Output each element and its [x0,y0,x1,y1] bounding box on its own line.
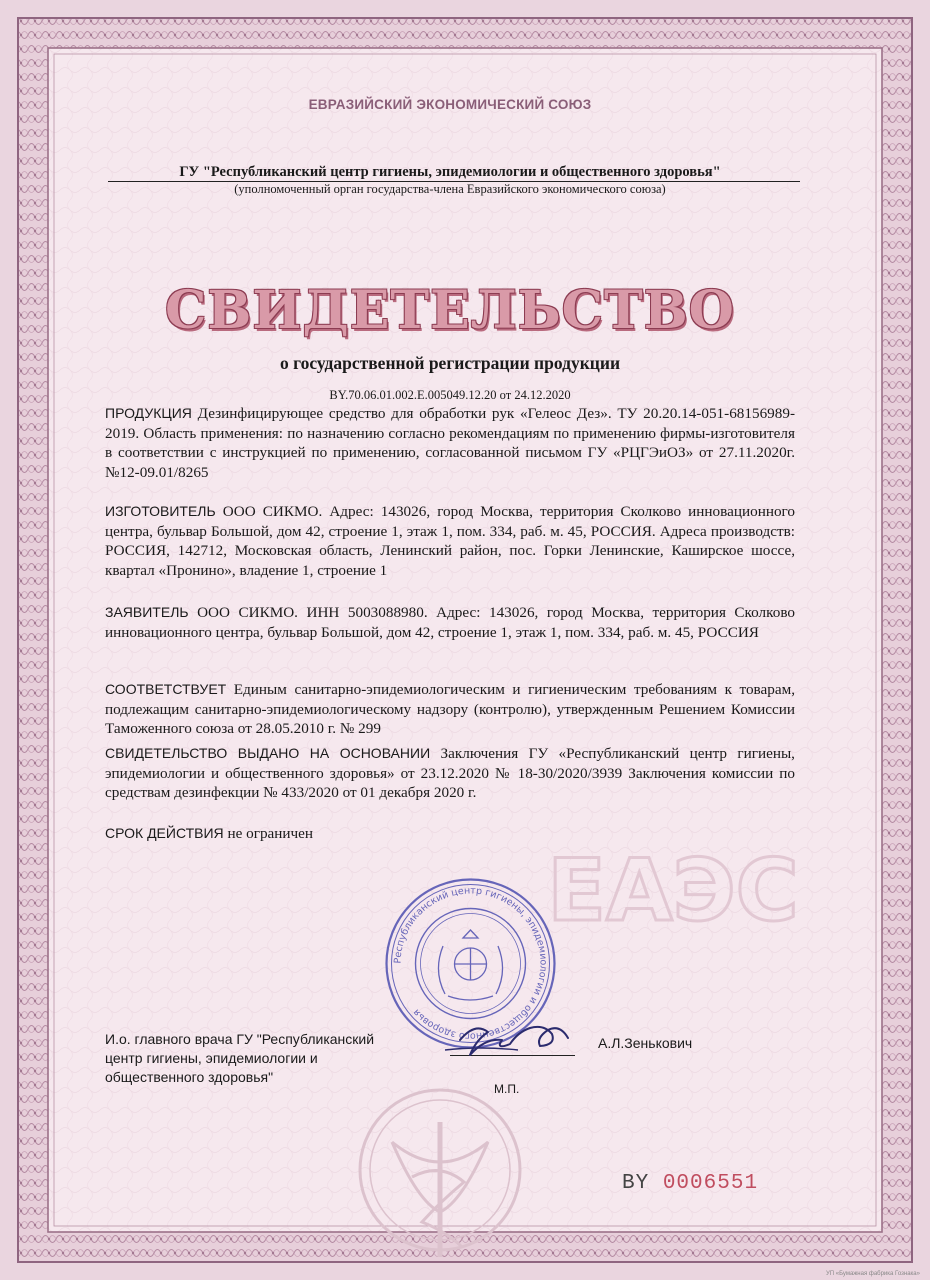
signatory-name: А.Л.Зенькович [598,1035,693,1051]
document-subtitle: о государственной регистрации продукции [279,353,621,373]
organization-name: ГУ "Республиканский центр гигиены, эпидемиологии и общественного здоровья" [179,164,721,180]
serial-number [622,1172,758,1195]
caduceus-emblem [352,1082,527,1267]
validity-section [105,824,795,844]
applicant-label: ЗАЯВИТЕЛЬ [105,604,189,620]
basis-text: Заключения ГУ «Республиканский центр гигиены, эпидемиологии и общественного здоровья» от 23.12.2020 № 18-30/2020/3939 Заключения комиссии по средствам дезинфекции № 433/2020 от 01 декабря 2020 г. [105,745,795,801]
product-text: Дезинфицирующее средство для обработки рук «Гелеос Дез». ТУ 20.20.14-051-68156989-2019. Область применения: по назначению согласно рекомендациям по применению фирмы-изготовителя в соответствии с инструкцией по применению, согласованной письмом ГУ «РЦГЭиОЗ» от 27.11.2020г. №12-09.01/8265 [105,405,796,481]
organization-note: (уполномоченный орган государства-члена Евразийского экономического союза) [234,182,666,196]
conforms-text: Единым санитарно-эпидемиологическим и гигиеническим требованиям к товарам, подлежащим санитарно-эпидемиологическому надзору (контролю), утвержденным Решением Комиссии Таможенного союза от 28.05.2010 г. № 299 [105,681,796,737]
handwritten-signature [440,1010,575,1065]
document-title: СВИДЕТЕЛЬСТВО [165,280,735,341]
position-line-2: центр гигиены, эпидемиологии и [105,1050,318,1066]
position-line-1: И.о. главного врача ГУ "Республиканский [105,1031,375,1047]
applicant-section [105,603,795,642]
eac-watermark [547,840,799,950]
registration-number: BY.70.06.01.002.E.005049.12.20 от 24.12.2020 [329,388,571,402]
manufacturer-section [105,502,795,580]
manufacturer-text: ООО СИКМО. Адрес: 143026, город Москва, территория Сколково инновационного центра, бульвар Большой, дом 42, строение 1, этаж 1, пом. 334, раб. м. 45, РОССИЯ. Адреса производств: РОССИЯ, 142712, Московская область, Ленинский район, пос. Горки Ленинские, Каширское шоссе, квартал «Пронино», владение 1, строение 1 [105,503,795,579]
serial-prefix: BY [622,1172,650,1195]
basis-section [105,744,795,803]
applicant-text: ООО СИКМО. ИНН 5003088980. Адрес: 143026, город Москва, территория Сколково инновационного центра, бульвар Большой, дом 42, строение 1, этаж 1, пом. 334, раб. м. 45, РОССИЯ [105,604,795,641]
position-line-3: общественного здоровья" [105,1069,274,1085]
conforms-label: СООТВЕТСТВУЕТ [105,681,227,697]
basis-label: СВИДЕТЕЛЬСТВО ВЫДАНО НА ОСНОВАНИИ [105,745,431,761]
svg-text:Республиканский центр гигиены,: Республиканский центр гигиены, эпидемиологии и общественного здоровья [392,885,549,1042]
product-section [105,404,795,482]
serial-digits: 0006551 [662,1172,759,1195]
conforms-section [105,680,795,739]
product-label: ПРОДУКЦИЯ [105,405,192,421]
validity-text: не ограничен [227,825,314,842]
svg-text:ЕАЭС: ЕАЭС [547,841,799,941]
union-heading: ЕВРАЗИЙСКИЙ ЭКОНОМИЧЕСКИЙ СОЮЗ [308,97,592,112]
manufacturer-label: ИЗГОТОВИТЕЛЬ [105,503,216,519]
seal-place-label: М.П. [494,1082,520,1096]
printer-footer: УП «Бумажная фабрика Гознака» [825,1271,920,1277]
validity-label: СРОК ДЕЙСТВИЯ [105,825,224,841]
